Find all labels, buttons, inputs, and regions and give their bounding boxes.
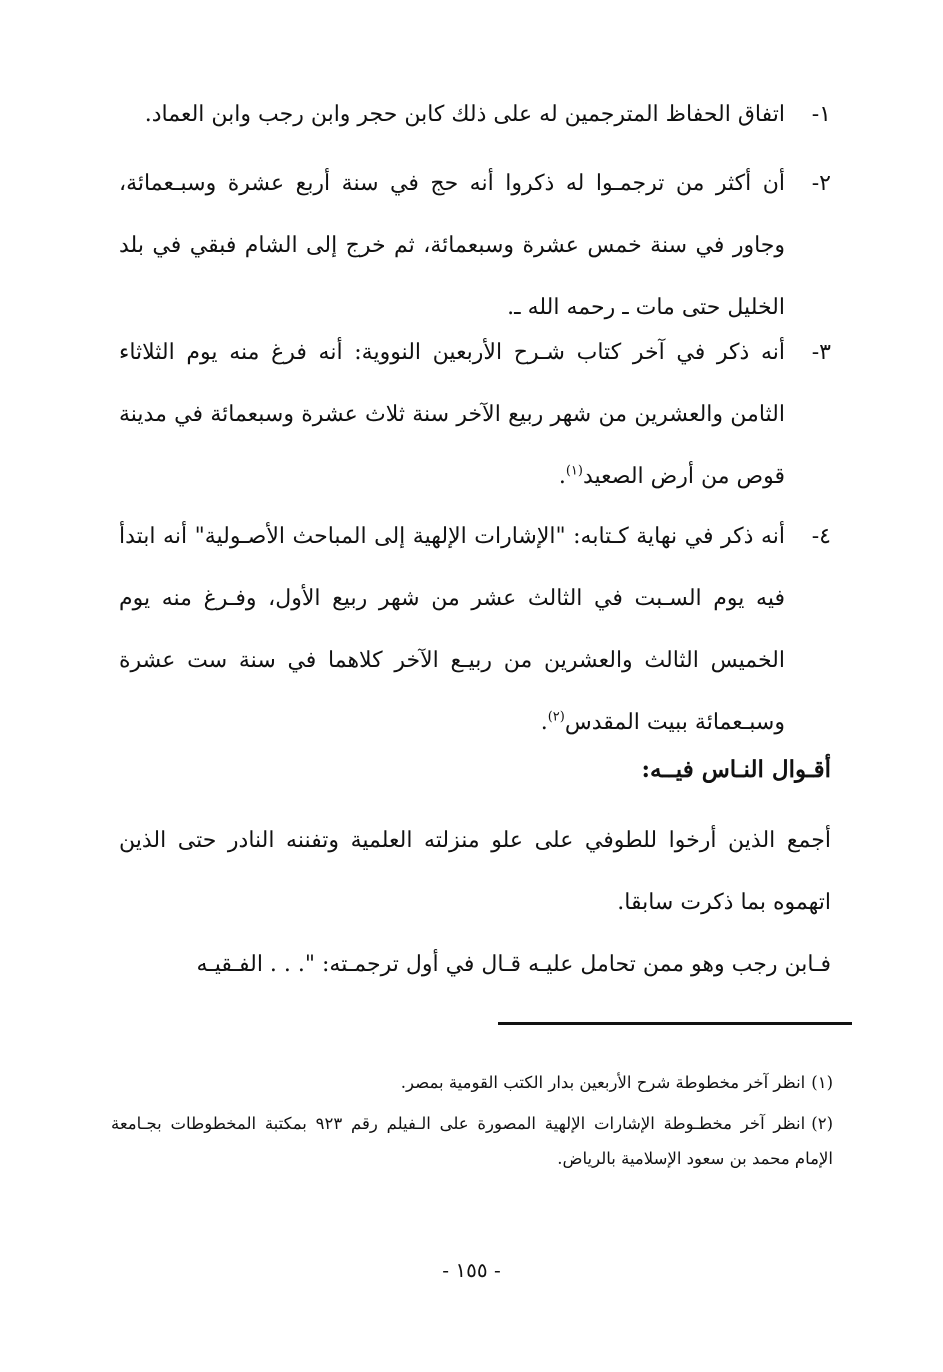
- footnote-reference[interactable]: (١): [565, 463, 583, 479]
- list-item: [119, 153, 831, 339]
- page-number: - ١٥٥ -: [442, 1258, 501, 1282]
- list-item-text: أن أكثر من ترجمـوا له ذكروا أنه حج في سنة أربع عشرة وسبـعمائة، وجاور في سنة خمس عشرة وسبعمائة، ثم خرج إلى الشام فبقي في بلد الخليل حتى مات ـ رحمه الله ـ.: [119, 171, 785, 320]
- list-item: [119, 506, 831, 754]
- list-item-text-block: [119, 506, 785, 754]
- sentence-end: .: [540, 710, 548, 735]
- footnote-text: انظر آخر مخطـوطة الإشارات الإلهية المصورة على الـفيلم رقم ٩٢٣ بمكتبة المخطوطات بجـامعة الإمام محمد بن سعود الإسلامية بالرياض.: [111, 1114, 833, 1168]
- footnote: [111, 1065, 833, 1100]
- paragraph: فـابن رجب وهو ممن تحامل عليـه قـال في أول ترجمـته: ". . . الفـقيـه: [196, 952, 831, 977]
- list-item-text: أنه ذكر في نهاية كـتابه: "الإشارات الإلهية إلى المباحث الأصـولية" أنه ابتدأ فيه يوم السـبت في الثالث عشر من شهر ربيع الأول، وفـرغ منه يوم الخميس الثالث والعشرين من ربيـع الآخر كلاهما في سنة ست عشرة وسبـعمائة ببيت المقدس: [119, 524, 785, 735]
- sentence-end: .: [558, 464, 566, 489]
- footnote-text: انظر آخر مخطوطة شرح الأربعين بدار الكتب القومية بمصر.: [400, 1073, 806, 1092]
- list-item-number: ٢-: [811, 171, 831, 196]
- list-item: [119, 84, 831, 146]
- list-item-number: ١-: [811, 102, 831, 127]
- footnote-number: (١): [811, 1073, 833, 1092]
- paragraph: أجمع الذين أرخوا للطوفي على علو منزلته العلمية وتفننه النادر حتى الذين اتهموه بما ذكرت سابقا.: [119, 828, 831, 915]
- list-item-number: ٣-: [811, 340, 831, 365]
- section-heading: أقـوال النـاس فيــه:: [641, 756, 831, 783]
- footnote-reference[interactable]: (٢): [547, 709, 565, 725]
- footnote-number: (٢): [811, 1114, 833, 1133]
- list-item-text-block: [119, 322, 785, 508]
- footnote-divider: [498, 1022, 852, 1025]
- footnote: [111, 1106, 833, 1176]
- list-item: [119, 322, 831, 508]
- list-item-number: ٤-: [811, 524, 831, 549]
- list-item-text: أنه ذكر في آخر كتاب شـرح الأربعين النووية: أنه فرغ منه يوم الثلاثاء الثامن والعشرين من شهر ربيع الآخر سنة ثلاث عشرة وسبعمائة في مدينة قوص من أرض الصعيد: [119, 340, 785, 489]
- list-item-text: اتفاق الحفاظ المترجمين له على ذلك كابن حجر وابن رجب وابن العماد.: [144, 102, 785, 127]
